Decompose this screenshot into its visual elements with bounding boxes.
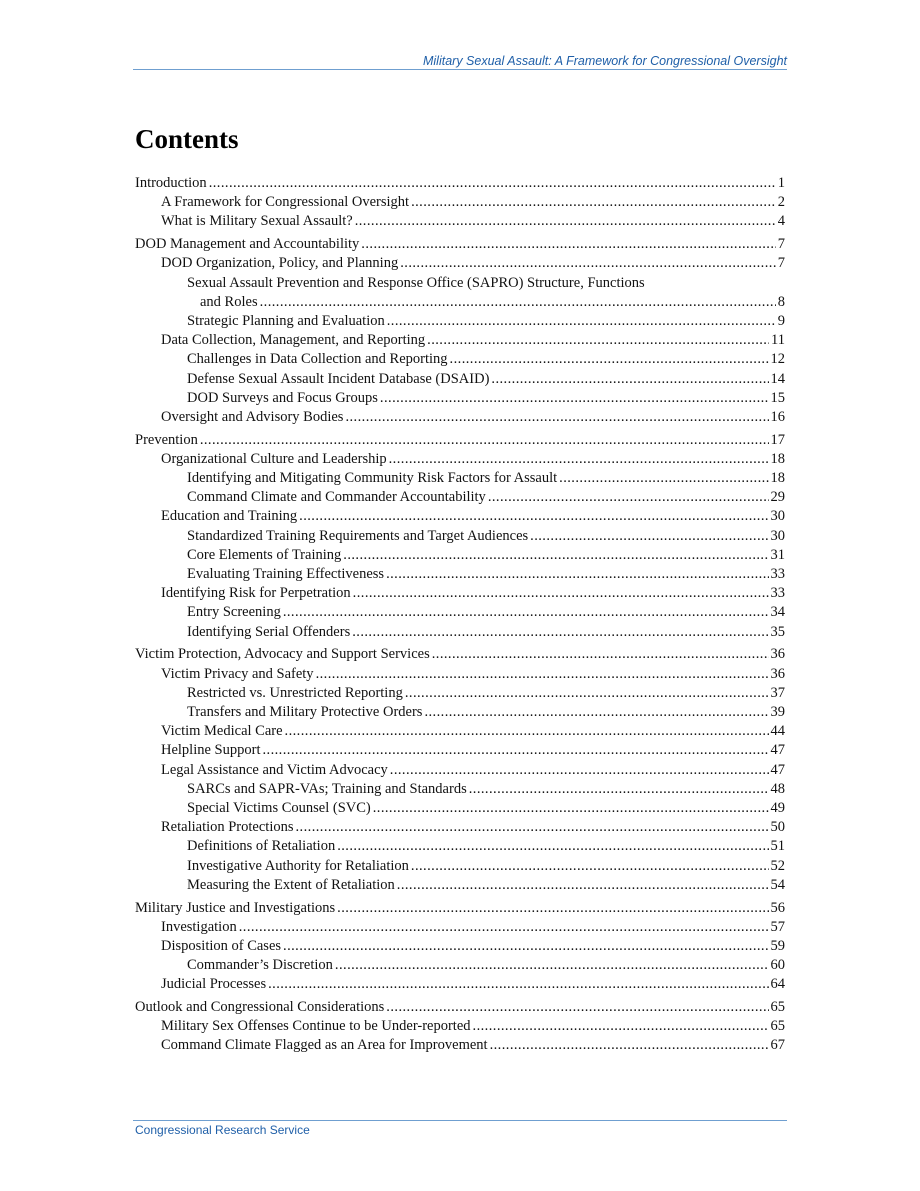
toc-page-number: 48 (770, 780, 785, 797)
dot-leader (268, 975, 768, 994)
toc-entry-label: Helpline Support (161, 742, 261, 759)
toc-entry-level-3[interactable] (135, 703, 785, 722)
toc-entry-level-2[interactable] (135, 722, 785, 741)
dot-leader (473, 1017, 769, 1036)
toc-entry-level-3[interactable] (135, 312, 785, 331)
page-title: Contents (135, 124, 239, 154)
dot-leader (343, 546, 768, 565)
dot-leader (337, 899, 768, 918)
dot-leader (400, 254, 776, 273)
toc-page-number: 54 (770, 876, 785, 893)
toc-entry-level-2[interactable] (135, 212, 785, 231)
toc-entry-label: and Roles (200, 293, 258, 310)
toc-page-number: 7 (777, 236, 785, 253)
table-of-contents (135, 174, 785, 1056)
toc-page-number: 30 (770, 527, 785, 544)
toc-page-number: 51 (770, 838, 785, 855)
toc-page-number: 33 (770, 585, 785, 602)
toc-entry-label: Core Elements of Training (187, 546, 342, 563)
toc-entry-level-2[interactable] (135, 1036, 785, 1055)
toc-page-number: 16 (770, 408, 785, 425)
toc-page-number: 17 (770, 431, 785, 448)
toc-entry-label: Military Sex Offenses Continue to be Under-reported (161, 1018, 471, 1035)
toc-entry-label-line: Sexual Assault Prevention and Response Office (SAPRO) Structure, Functions (187, 274, 645, 291)
toc-entry-level-1[interactable] (135, 174, 785, 193)
toc-entry-level-2[interactable] (135, 193, 785, 212)
toc-entry-label: Judicial Processes (161, 976, 267, 993)
toc-entry-label: Defense Sexual Assault Incident Database (DSAID) (187, 370, 490, 387)
dot-leader (345, 408, 768, 427)
toc-entry-level-3[interactable] (135, 293, 785, 312)
toc-entry-level-2[interactable] (135, 450, 785, 469)
toc-entry-label: Evaluating Training Effectiveness (187, 566, 385, 583)
dot-leader (239, 918, 769, 937)
toc-page-number: 47 (770, 761, 785, 778)
toc-page-number: 34 (770, 604, 785, 621)
toc-page-number: 52 (770, 857, 785, 874)
footer-organization: Congressional Research Service (135, 1123, 310, 1137)
dot-leader (337, 837, 768, 856)
toc-entry-label: Education and Training (161, 508, 298, 525)
toc-page-number: 12 (770, 351, 785, 368)
dot-leader (355, 212, 776, 231)
toc-page-number: 36 (770, 665, 785, 682)
toc-entry-label: Outlook and Congressional Considerations (135, 999, 385, 1016)
toc-entry-label: Retaliation Protections (161, 819, 294, 836)
toc-entry-label: Measuring the Extent of Retaliation (187, 876, 395, 893)
dot-leader (361, 235, 775, 254)
dot-leader (296, 818, 769, 837)
toc-page-number: 49 (770, 800, 785, 816)
toc-entry-level-1[interactable] (135, 235, 785, 254)
dot-leader (490, 1036, 769, 1055)
toc-entry-level-2[interactable] (135, 741, 785, 760)
toc-entry-level-3[interactable] (135, 546, 785, 565)
toc-entry-label: Challenges in Data Collection and Reporting (187, 351, 448, 368)
toc-entry-level-3[interactable] (135, 799, 785, 818)
dot-leader (432, 645, 769, 664)
toc-entry-label: Restricted vs. Unrestricted Reporting (187, 684, 403, 701)
toc-page-number: 67 (770, 1037, 785, 1054)
running-header: Military Sexual Assault: A Framework for Congressional Oversight (422, 54, 787, 68)
dot-leader (380, 389, 769, 408)
dot-leader (262, 741, 768, 760)
toc-entry-label: Identifying Risk for Perpetration (161, 585, 351, 602)
dot-leader (390, 761, 769, 780)
toc-entry-label: Strategic Planning and Evaluation (187, 312, 385, 329)
toc-page-number: 18 (770, 450, 785, 467)
footer-rule (133, 1120, 787, 1121)
toc-entry-level-3[interactable] (135, 684, 785, 703)
toc-entry-label: Oversight and Advisory Bodies (161, 408, 344, 425)
toc-entry-level-2[interactable] (135, 254, 785, 273)
toc-page-number: 59 (770, 937, 785, 954)
dot-leader (411, 193, 776, 212)
toc-entry-level-3[interactable] (135, 565, 785, 584)
dot-leader (260, 293, 776, 312)
toc-entry-level-3[interactable] (135, 780, 785, 799)
toc-entry-level-2[interactable] (135, 408, 785, 427)
toc-entry-label: Investigative Authority for Retaliation (187, 857, 409, 874)
toc-entry-label: Entry Screening (187, 604, 281, 621)
toc-entry-level-2[interactable] (135, 665, 785, 684)
toc-entry-label: Data Collection, Management, and Reporting (161, 332, 426, 349)
dot-leader (285, 722, 769, 741)
toc-entry-label: Identifying and Mitigating Community Risk Factors for Assault (187, 470, 558, 487)
toc-page-number: 1 (777, 175, 785, 191)
toc-page-number: 9 (777, 312, 785, 329)
toc-entry-label: Victim Privacy and Safety (161, 665, 314, 682)
toc-entry-level-2[interactable] (135, 818, 785, 837)
toc-entry-label: Prevention (135, 431, 198, 448)
toc-page-number: 33 (770, 566, 785, 583)
toc-page-number: 56 (770, 899, 785, 916)
dot-leader (559, 469, 768, 488)
toc-entry-level-2[interactable] (135, 1017, 785, 1036)
toc-entry-level-3[interactable] (135, 857, 785, 876)
toc-entry-level-3[interactable] (135, 527, 785, 546)
toc-page-number: 31 (770, 546, 785, 563)
toc-page-number: 35 (770, 623, 785, 640)
dot-leader (469, 780, 769, 799)
dot-leader (411, 857, 769, 876)
toc-page-number: 11 (771, 332, 785, 349)
toc-page-number: 60 (770, 957, 785, 974)
toc-entry-level-2[interactable] (135, 584, 785, 603)
toc-page-number: 64 (770, 976, 785, 993)
toc-entry-label: Command Climate Flagged as an Area for Improvement (161, 1037, 488, 1054)
toc-page-number: 65 (770, 1018, 785, 1035)
toc-entry-label: DOD Surveys and Focus Groups (187, 389, 378, 406)
toc-entry-label: Commander’s Discretion (187, 957, 333, 974)
toc-page-number: 30 (770, 508, 785, 525)
toc-page-number: 36 (770, 646, 785, 663)
toc-entry-label: Disposition of Cases (161, 937, 282, 954)
toc-page-number: 18 (770, 470, 785, 487)
dot-leader (335, 956, 769, 975)
dot-leader (316, 665, 769, 684)
toc-entry-level-1[interactable] (135, 899, 785, 918)
toc-entry-level-3[interactable] (135, 389, 785, 408)
toc-entry-level-1[interactable] (135, 431, 785, 450)
toc-entry-level-3[interactable] (135, 623, 785, 642)
toc-entry-label: Command Climate and Commander Accountability (187, 489, 486, 506)
dot-leader (405, 684, 769, 703)
toc-entry-label: What is Military Sexual Assault? (161, 213, 353, 230)
toc-entry-level-1[interactable] (135, 645, 785, 664)
toc-entry-label: SARCs and SAPR-VAs; Training and Standards (187, 780, 467, 797)
toc-entry-label: Victim Protection, Advocacy and Support Services (135, 646, 430, 663)
toc-entry-level-3[interactable] (135, 603, 785, 622)
toc-entry-level-2[interactable] (135, 975, 785, 994)
toc-entry-level-2[interactable] (135, 507, 785, 526)
toc-entry-label: A Framework for Congressional Oversight (161, 194, 410, 211)
dot-leader (200, 431, 769, 450)
toc-entry-level-3[interactable] (135, 837, 785, 856)
toc-entry-level-2[interactable] (135, 761, 785, 780)
toc-page-number: 44 (770, 723, 785, 740)
dot-leader (386, 565, 768, 584)
dot-leader (352, 623, 768, 642)
toc-entry-level-3[interactable] (135, 370, 785, 389)
toc-entry-label: Investigation (161, 918, 237, 935)
toc-page-number: 39 (770, 703, 785, 720)
toc-entry-label: Definitions of Retaliation (187, 838, 336, 855)
dot-leader (488, 488, 769, 507)
toc-entry-level-2[interactable] (135, 937, 785, 956)
dot-leader (424, 703, 768, 722)
dot-leader (450, 350, 769, 369)
toc-page-number: 37 (770, 684, 785, 701)
toc-entry-label: Victim Medical Care (161, 723, 283, 740)
toc-entry-level-3[interactable] (135, 350, 785, 369)
toc-page-number: 50 (770, 819, 785, 836)
dot-leader (397, 876, 769, 895)
dot-leader (283, 603, 769, 622)
toc-entry-level-3[interactable] (135, 469, 785, 488)
toc-entry-level-2[interactable] (135, 918, 785, 937)
dot-leader (387, 312, 776, 331)
toc-page-number: 15 (770, 389, 785, 406)
header-rule (133, 69, 787, 70)
toc-page-number: 2 (777, 194, 785, 211)
dot-leader (389, 450, 769, 469)
dot-leader (209, 174, 776, 193)
toc-entry-level-3[interactable] (135, 488, 785, 507)
toc-page-number: 57 (770, 918, 785, 935)
toc-page-number: 65 (770, 999, 785, 1016)
toc-entry-label: Standardized Training Requirements and Target Audiences (187, 527, 529, 544)
dot-leader (353, 584, 769, 603)
dot-leader (386, 998, 768, 1017)
toc-entry-label: Introduction (135, 175, 207, 191)
toc-page-number: 7 (777, 255, 785, 272)
dot-leader (373, 799, 769, 818)
toc-entry-label: DOD Organization, Policy, and Planning (161, 255, 399, 272)
dot-leader (491, 370, 768, 389)
toc-entry-level-3[interactable] (135, 956, 785, 975)
dot-leader (283, 937, 768, 956)
dot-leader (427, 331, 769, 350)
toc-entry-label: DOD Management and Accountability (135, 236, 360, 253)
toc-entry-level-1[interactable] (135, 998, 785, 1017)
toc-entry-label: Legal Assistance and Victim Advocacy (161, 761, 388, 778)
toc-entry-label: Transfers and Military Protective Orders (187, 703, 423, 720)
toc-page-number: 29 (770, 489, 785, 506)
dot-leader (299, 507, 768, 526)
toc-page-number: 8 (777, 293, 785, 310)
toc-entry-label: Identifying Serial Offenders (187, 623, 351, 640)
toc-page-number: 14 (770, 370, 785, 387)
toc-entry-label: Military Justice and Investigations (135, 899, 336, 916)
toc-page-number: 4 (777, 213, 785, 230)
toc-entry-level-3[interactable] (135, 876, 785, 895)
toc-entry-label: Special Victims Counsel (SVC) (187, 800, 371, 816)
toc-page-number: 47 (770, 742, 785, 759)
toc-entry-level-2[interactable] (135, 331, 785, 350)
toc-entry-label: Organizational Culture and Leadership (161, 450, 387, 467)
dot-leader (530, 527, 768, 546)
